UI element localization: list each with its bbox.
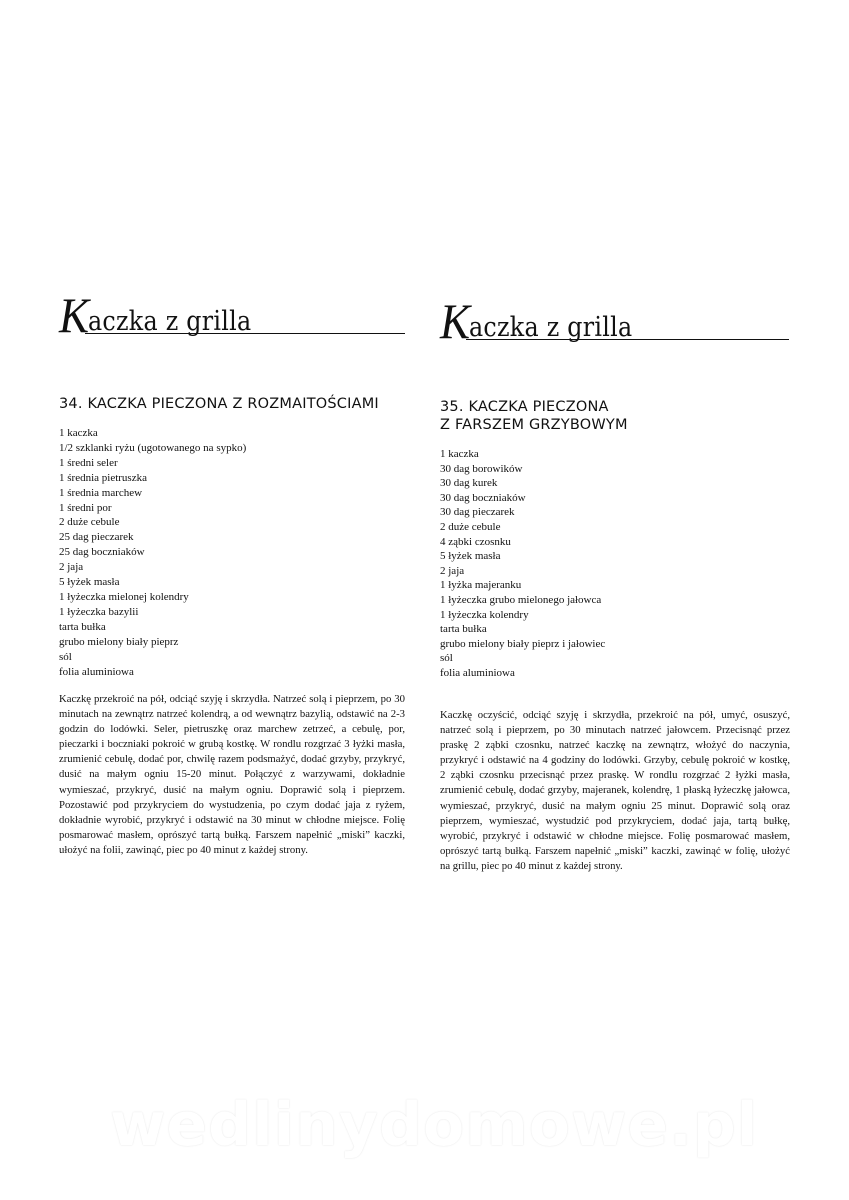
ingredient-item: 5 łyżek masła [59,576,120,589]
ingredient-item: folia aluminiowa [440,666,515,679]
ingredient-item: 1 łyżeczka grubo mielonego jałowca [440,593,602,606]
ingredient-item: sól [59,650,72,663]
ingredient-item: 1 łyżeczka bazylii [59,605,139,618]
ingredient-item: 1 średni seler [59,456,118,469]
ingredient-item: 1 łyżeczka mielonej kolendry [59,590,189,603]
ingredient-item: sól [440,652,453,665]
ingredient-item: 1 kaczka [440,448,479,460]
recipe-instructions: Kaczkę przekroić na pół, odciąć szyję i skrzydła. Natrzeć solą i pieprzem, po 30 minutach na zewnątrz natrzeć kolendrą, a od wewnątrz bazylią, odstawić na 2-3 godzin do lodówki. Seler, pietruszkę oraz marchew zetrzeć, a cebulę, por, pieczarki i boczniaki pokroić w grubą kostkę. W rondlu rozgrzać 3 łyżki masła, zrumienić cebulę, dodać por, chwilę razem podsmażyć, dodać grzyby, przykryć, dusić na małym ogniu 15-20 minut. Połączyć z warzywami, dokładnie wymieszać, przykryć, dusić na małym ogniu. Doprawić solą i pieprzem. Pozostawić pod przykryciem do wystudzenia, po czym dodać jaja z ryżem, dokładnie wyrobić, przykryć i odstawić na 30 minut w chłodne miejsce. Folię posmarować masłem, oprószyć tartą bułką. Farszem napełnić „miski” kaczki, ułożyć na folii, zawinąć, piec po 40 minut z każdej strony. [59,693,405,856]
recipe-title: 34. KACZKA PIECZONA Z ROZMAITOŚCIAMI [59,396,379,412]
ingredient-item: 2 jaja [59,561,84,574]
ingredient-item: 1/2 szklanki ryżu (ugotowanego na sypko) [59,441,247,454]
header-rule [85,333,405,334]
ingredient-item: 1 łyżka majeranku [440,579,522,592]
ingredient-item: 1 łyżeczka kolendry [440,608,529,621]
ingredient-item: 2 jaja [440,564,465,577]
ingredient-item: grubo mielony biały pieprz i jałowiec [440,637,606,650]
ingredient-item: tarta bułka [59,620,106,633]
ingredient-item: 30 dag boczniaków [440,491,526,504]
ingredient-list [440,447,605,681]
ingredient-item: 2 duże cebule [59,516,120,529]
ingredient-item: folia aluminiowa [59,665,134,678]
ingredient-item: 1 średni por [59,501,112,514]
ingredient-list [59,426,246,679]
ingredient-item: 5 łyżek masła [440,550,501,563]
header-initial: K [59,287,90,343]
section-header [59,287,405,350]
watermark: wedlinydomowe.pl [110,1090,759,1160]
ingredient-item: 30 dag borowików [440,462,523,475]
header-title: aczka z grilla [469,312,633,343]
header-rule [466,339,789,340]
ingredient-item: 30 dag pieczarek [440,506,515,519]
ingredient-item: 1 średnia pietruszka [59,471,147,484]
ingredient-item: 1 kaczka [59,427,98,439]
section-header [440,293,789,356]
recipe-title-line: 35. KACZKA PIECZONA [440,399,609,415]
ingredient-item: 30 dag kurek [440,477,498,490]
ingredient-item: tarta bułka [440,623,487,636]
recipe-title-line: Z FARSZEM GRZYBOWYM [440,417,628,433]
ingredient-item: 25 dag boczniaków [59,546,145,559]
ingredient-item: 1 średnia marchew [59,486,143,499]
ingredient-item: 2 duże cebule [440,520,501,533]
recipe-title [440,398,628,434]
recipe-instructions: Kaczkę oczyścić, odciąć szyję i skrzydła, przekroić na pół, umyć, osuszyć, natrzeć solą i pieprzem, po 30 minutach natrzeć jałowcem. Przecisnąć przez praskę 2 ząbki czosnku, natrzeć kaczkę na zewnątrz, włożyć do naczynia, przykryć i odstawić na 4 godziny do lodówki. Grzyby, cebulę pokroić w kostkę, 2 ząbki czosnku przecisnąć przez praskę. W rondlu rozgrzać 2 łyżki masła, zrumienić cebulę, dodać grzyby, majeranek, kolendrę, 1 płaską łyżeczkę jałowca, wymieszać, przykryć, dusić na małym ogniu 25 minut. Doprawić solą oraz pieprzem, wymieszać, wystudzić pod przykryciem, dodać jaja, tartą bułkę, wyrobić, przykryć i odstawić w chłodne miejsce. Folię posmarować masłem, oprószyć tartą bułką. Farszem napełnić „miski” kaczki, zawinąć w folię, ułożyć na grillu, piec po 40 minut z każdej strony. [440,709,790,872]
ingredient-item: 4 ząbki czosnku [440,535,511,548]
ingredient-item: grubo mielony biały pieprz [59,635,179,648]
header-initial: K [440,293,471,349]
header-title: aczka z grilla [88,306,252,337]
ingredient-item: 25 dag pieczarek [59,531,134,544]
